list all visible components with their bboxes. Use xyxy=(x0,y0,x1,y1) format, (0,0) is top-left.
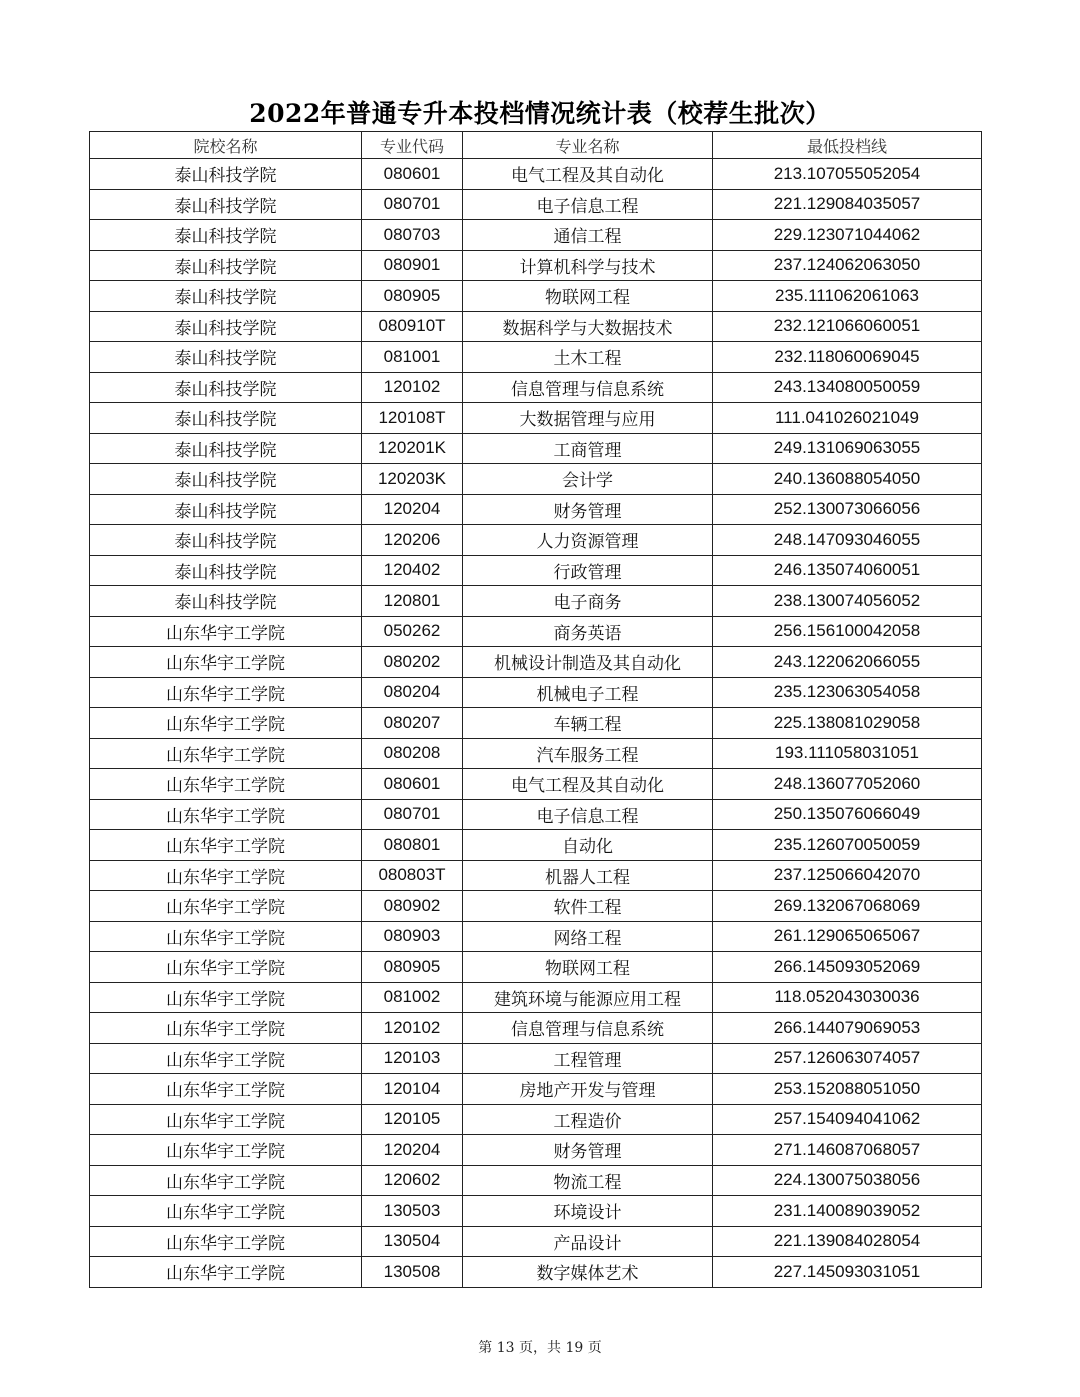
major-name-cell: 财务管理 xyxy=(463,1135,713,1166)
min-score-cell: 235.126070050059 xyxy=(713,830,982,861)
school-name-cell: 泰山科技学院 xyxy=(90,433,362,464)
table-row xyxy=(90,372,982,403)
major-name-cell: 信息管理与信息系统 xyxy=(463,1013,713,1044)
major-name-cell: 大数据管理与应用 xyxy=(463,403,713,434)
school-name-cell: 泰山科技学院 xyxy=(90,372,362,403)
major-name-cell: 机器人工程 xyxy=(463,860,713,891)
min-score-cell: 237.124062063050 xyxy=(713,250,982,281)
major-name-cell: 物流工程 xyxy=(463,1165,713,1196)
table-row xyxy=(90,250,982,281)
school-name-cell: 泰山科技学院 xyxy=(90,525,362,556)
table-row xyxy=(90,708,982,739)
min-score-cell: 253.152088051050 xyxy=(713,1074,982,1105)
table-row xyxy=(90,1104,982,1135)
school-name-cell: 山东华宇工学院 xyxy=(90,1013,362,1044)
school-name-cell: 山东华宇工学院 xyxy=(90,1226,362,1257)
table-row xyxy=(90,982,982,1013)
min-score-cell: 111.041026021049 xyxy=(713,403,982,434)
table-row xyxy=(90,494,982,525)
min-score-cell: 271.146087068057 xyxy=(713,1135,982,1166)
table-row xyxy=(90,342,982,373)
min-score-cell: 266.145093052069 xyxy=(713,952,982,983)
school-name-cell: 泰山科技学院 xyxy=(90,464,362,495)
major-code-cell: 080701 xyxy=(362,799,463,830)
school-name-cell: 山东华宇工学院 xyxy=(90,738,362,769)
table-row xyxy=(90,403,982,434)
min-score-cell: 193.111058031051 xyxy=(713,738,982,769)
table-row xyxy=(90,738,982,769)
major-name-cell: 机械设计制造及其自动化 xyxy=(463,647,713,678)
table-row xyxy=(90,220,982,251)
min-score-cell: 213.107055052054 xyxy=(713,159,982,190)
header-major-code: 专业代码 xyxy=(362,132,463,159)
major-name-cell: 通信工程 xyxy=(463,220,713,251)
min-score-cell: 256.156100042058 xyxy=(713,616,982,647)
school-name-cell: 山东华宇工学院 xyxy=(90,860,362,891)
min-score-cell: 221.129084035057 xyxy=(713,189,982,220)
min-score-cell: 261.129065065067 xyxy=(713,921,982,952)
min-score-cell: 248.147093046055 xyxy=(713,525,982,556)
table-row xyxy=(90,677,982,708)
major-code-cell: 120201K xyxy=(362,433,463,464)
major-code-cell: 120204 xyxy=(362,494,463,525)
major-code-cell: 120801 xyxy=(362,586,463,617)
major-code-cell: 120204 xyxy=(362,1135,463,1166)
table-row xyxy=(90,464,982,495)
major-code-cell: 080905 xyxy=(362,281,463,312)
major-name-cell: 人力资源管理 xyxy=(463,525,713,556)
major-code-cell: 080905 xyxy=(362,952,463,983)
school-name-cell: 山东华宇工学院 xyxy=(90,1165,362,1196)
major-code-cell: 120206 xyxy=(362,525,463,556)
school-name-cell: 泰山科技学院 xyxy=(90,403,362,434)
school-name-cell: 泰山科技学院 xyxy=(90,220,362,251)
major-code-cell: 080910T xyxy=(362,311,463,342)
min-score-cell: 257.126063074057 xyxy=(713,1043,982,1074)
table-row xyxy=(90,647,982,678)
min-score-cell: 269.132067068069 xyxy=(713,891,982,922)
school-name-cell: 泰山科技学院 xyxy=(90,555,362,586)
header-major-name: 专业名称 xyxy=(463,132,713,159)
major-code-cell: 080601 xyxy=(362,769,463,800)
major-name-cell: 电子信息工程 xyxy=(463,189,713,220)
major-code-cell: 080701 xyxy=(362,189,463,220)
school-name-cell: 山东华宇工学院 xyxy=(90,1074,362,1105)
min-score-cell: 224.130075038056 xyxy=(713,1165,982,1196)
table-row xyxy=(90,525,982,556)
table-row xyxy=(90,1135,982,1166)
table-row xyxy=(90,189,982,220)
major-code-cell: 130504 xyxy=(362,1226,463,1257)
major-code-cell: 080901 xyxy=(362,250,463,281)
table-row xyxy=(90,1226,982,1257)
table-row xyxy=(90,891,982,922)
table-row xyxy=(90,433,982,464)
table-row xyxy=(90,1043,982,1074)
school-name-cell: 山东华宇工学院 xyxy=(90,1043,362,1074)
major-code-cell: 130503 xyxy=(362,1196,463,1227)
header-min-score: 最低投档线 xyxy=(713,132,982,159)
min-score-cell: 238.130074056052 xyxy=(713,586,982,617)
min-score-cell: 231.140089039052 xyxy=(713,1196,982,1227)
major-name-cell: 电子商务 xyxy=(463,586,713,617)
header-school-name: 院校名称 xyxy=(90,132,362,159)
table-row xyxy=(90,921,982,952)
major-code-cell: 080703 xyxy=(362,220,463,251)
min-score-cell: 237.125066042070 xyxy=(713,860,982,891)
school-name-cell: 泰山科技学院 xyxy=(90,159,362,190)
table-row xyxy=(90,799,982,830)
school-name-cell: 泰山科技学院 xyxy=(90,342,362,373)
major-name-cell: 电子信息工程 xyxy=(463,799,713,830)
table-row xyxy=(90,1196,982,1227)
major-code-cell: 080204 xyxy=(362,677,463,708)
min-score-cell: 221.139084028054 xyxy=(713,1226,982,1257)
table-row xyxy=(90,616,982,647)
school-name-cell: 泰山科技学院 xyxy=(90,189,362,220)
major-code-cell: 120203K xyxy=(362,464,463,495)
major-code-cell: 080903 xyxy=(362,921,463,952)
major-name-cell: 机械电子工程 xyxy=(463,677,713,708)
min-score-cell: 246.135074060051 xyxy=(713,555,982,586)
major-code-cell: 080208 xyxy=(362,738,463,769)
major-code-cell: 050262 xyxy=(362,616,463,647)
school-name-cell: 泰山科技学院 xyxy=(90,494,362,525)
min-score-cell: 266.144079069053 xyxy=(713,1013,982,1044)
major-name-cell: 物联网工程 xyxy=(463,281,713,312)
major-code-cell: 080801 xyxy=(362,830,463,861)
school-name-cell: 山东华宇工学院 xyxy=(90,647,362,678)
major-code-cell: 120102 xyxy=(362,372,463,403)
major-name-cell: 车辆工程 xyxy=(463,708,713,739)
table-row xyxy=(90,769,982,800)
major-code-cell: 080601 xyxy=(362,159,463,190)
major-name-cell: 计算机科学与技术 xyxy=(463,250,713,281)
major-name-cell: 数据科学与大数据技术 xyxy=(463,311,713,342)
major-code-cell: 080207 xyxy=(362,708,463,739)
score-table xyxy=(89,131,982,1288)
min-score-cell: 229.123071044062 xyxy=(713,220,982,251)
school-name-cell: 山东华宇工学院 xyxy=(90,1257,362,1288)
min-score-cell: 248.136077052060 xyxy=(713,769,982,800)
major-name-cell: 汽车服务工程 xyxy=(463,738,713,769)
school-name-cell: 山东华宇工学院 xyxy=(90,830,362,861)
school-name-cell: 山东华宇工学院 xyxy=(90,891,362,922)
table-header-row xyxy=(90,132,982,159)
major-name-cell: 软件工程 xyxy=(463,891,713,922)
school-name-cell: 泰山科技学院 xyxy=(90,311,362,342)
min-score-cell: 225.138081029058 xyxy=(713,708,982,739)
table-row xyxy=(90,1074,982,1105)
school-name-cell: 山东华宇工学院 xyxy=(90,1135,362,1166)
school-name-cell: 山东华宇工学院 xyxy=(90,799,362,830)
major-name-cell: 行政管理 xyxy=(463,555,713,586)
min-score-cell: 243.122062066055 xyxy=(713,647,982,678)
major-code-cell: 120402 xyxy=(362,555,463,586)
major-name-cell: 信息管理与信息系统 xyxy=(463,372,713,403)
table-body xyxy=(90,159,982,1288)
school-name-cell: 泰山科技学院 xyxy=(90,586,362,617)
major-name-cell: 网络工程 xyxy=(463,921,713,952)
min-score-cell: 232.118060069045 xyxy=(713,342,982,373)
page-footer: 第 13 页，共 19 页 xyxy=(478,1340,602,1356)
major-code-cell: 081002 xyxy=(362,982,463,1013)
table-row xyxy=(90,860,982,891)
major-code-cell: 130508 xyxy=(362,1257,463,1288)
min-score-cell: 257.154094041062 xyxy=(713,1104,982,1135)
table-row xyxy=(90,952,982,983)
major-name-cell: 房地产开发与管理 xyxy=(463,1074,713,1105)
school-name-cell: 山东华宇工学院 xyxy=(90,708,362,739)
school-name-cell: 泰山科技学院 xyxy=(90,281,362,312)
table-row xyxy=(90,1165,982,1196)
major-name-cell: 物联网工程 xyxy=(463,952,713,983)
min-score-cell: 227.145093031051 xyxy=(713,1257,982,1288)
min-score-cell: 118.052043030036 xyxy=(713,982,982,1013)
school-name-cell: 山东华宇工学院 xyxy=(90,982,362,1013)
major-name-cell: 产品设计 xyxy=(463,1226,713,1257)
school-name-cell: 山东华宇工学院 xyxy=(90,769,362,800)
major-name-cell: 工程管理 xyxy=(463,1043,713,1074)
min-score-cell: 235.123063054058 xyxy=(713,677,982,708)
page-title: 2022年普通专升本投档情况统计表（校荐生批次） xyxy=(249,99,831,128)
major-name-cell: 土木工程 xyxy=(463,342,713,373)
min-score-cell: 243.134080050059 xyxy=(713,372,982,403)
school-name-cell: 山东华宇工学院 xyxy=(90,616,362,647)
min-score-cell: 232.121066060051 xyxy=(713,311,982,342)
min-score-cell: 249.131069063055 xyxy=(713,433,982,464)
major-name-cell: 会计学 xyxy=(463,464,713,495)
school-name-cell: 山东华宇工学院 xyxy=(90,1104,362,1135)
major-name-cell: 数字媒体艺术 xyxy=(463,1257,713,1288)
min-score-cell: 235.111062061063 xyxy=(713,281,982,312)
major-code-cell: 120104 xyxy=(362,1074,463,1105)
school-name-cell: 泰山科技学院 xyxy=(90,250,362,281)
table-row xyxy=(90,159,982,190)
major-code-cell: 080902 xyxy=(362,891,463,922)
school-name-cell: 山东华宇工学院 xyxy=(90,921,362,952)
min-score-cell: 240.136088054050 xyxy=(713,464,982,495)
table-row xyxy=(90,586,982,617)
table-row xyxy=(90,555,982,586)
table-row xyxy=(90,1257,982,1288)
school-name-cell: 山东华宇工学院 xyxy=(90,952,362,983)
major-code-cell: 120602 xyxy=(362,1165,463,1196)
school-name-cell: 山东华宇工学院 xyxy=(90,677,362,708)
major-name-cell: 工程造价 xyxy=(463,1104,713,1135)
table-row xyxy=(90,281,982,312)
major-name-cell: 财务管理 xyxy=(463,494,713,525)
major-name-cell: 自动化 xyxy=(463,830,713,861)
major-code-cell: 080202 xyxy=(362,647,463,678)
min-score-cell: 252.130073066056 xyxy=(713,494,982,525)
major-name-cell: 环境设计 xyxy=(463,1196,713,1227)
major-name-cell: 工商管理 xyxy=(463,433,713,464)
major-name-cell: 电气工程及其自动化 xyxy=(463,159,713,190)
table-row xyxy=(90,311,982,342)
table-row xyxy=(90,830,982,861)
major-code-cell: 080803T xyxy=(362,860,463,891)
min-score-cell: 250.135076066049 xyxy=(713,799,982,830)
major-code-cell: 120103 xyxy=(362,1043,463,1074)
major-name-cell: 商务英语 xyxy=(463,616,713,647)
major-name-cell: 建筑环境与能源应用工程 xyxy=(463,982,713,1013)
major-code-cell: 120105 xyxy=(362,1104,463,1135)
major-code-cell: 081001 xyxy=(362,342,463,373)
major-name-cell: 电气工程及其自动化 xyxy=(463,769,713,800)
major-code-cell: 120102 xyxy=(362,1013,463,1044)
major-code-cell: 120108T xyxy=(362,403,463,434)
school-name-cell: 山东华宇工学院 xyxy=(90,1196,362,1227)
table-row xyxy=(90,1013,982,1044)
